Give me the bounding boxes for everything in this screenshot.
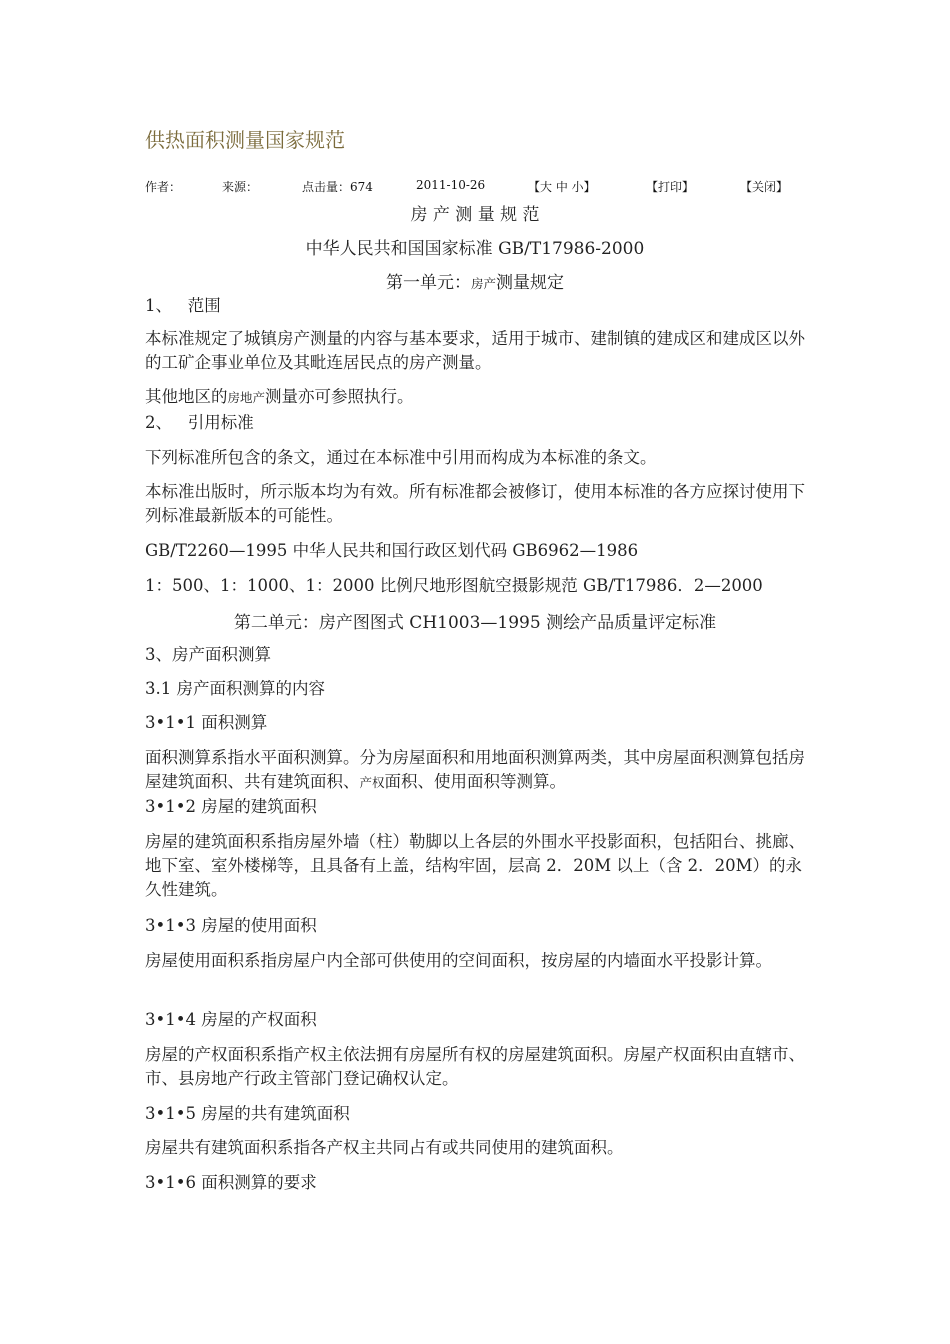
- unit-one-term: 房产: [470, 276, 496, 291]
- section-3-1-4: 3•1•4 房屋的产权面积: [145, 1010, 317, 1029]
- paragraph-4: 本标准出版时，所示版本均为有效。所有标准都会被修订，使用本标准的各方应探讨使用下列标准最新版本的可能性。: [145, 482, 805, 525]
- font-size-control[interactable]: 【大 中 小】: [528, 180, 596, 194]
- paragraph-2: [145, 385, 414, 410]
- unit-one-suffix: 测量规定: [496, 273, 564, 293]
- doc-heading: 房 产 测 量 规 范: [410, 205, 540, 225]
- unit-one-prefix: 第一单元：: [385, 273, 471, 293]
- section-3-1-5: 3•1•5 房屋的共有建筑面积: [145, 1104, 350, 1123]
- hit-count: 点击量：674: [302, 180, 373, 194]
- author-label: 作者：: [145, 180, 182, 194]
- paragraph-2-a: 其他地区的: [145, 387, 228, 406]
- page-title: 供热面积测量国家规范: [145, 128, 345, 152]
- section-3-1-6: 3•1•6 面积测算的要求: [145, 1173, 317, 1192]
- section-3-1: 3.1 房产面积测算的内容: [145, 679, 325, 698]
- paragraph-5: GB/T2260—1995 中华人民共和国行政区划代码 GB6962—1986: [145, 541, 639, 560]
- paragraph-7-c: 面积、使用面积等测算。: [384, 772, 567, 791]
- paragraph-1: 本标准规定了城镇房产测量的内容与基本要求，适用于城市、建制镇的建成区和建成区以外的工矿企事业单位及其毗连居民点的房产测量。: [145, 329, 805, 372]
- unit-two-heading: 第二单元：房产图图式 CH1003—1995 测绘产品质量评定标准: [233, 613, 717, 633]
- paragraph-6: 1：500、1：1000、1：2000 比例尺地形图航空摄影规范 GB/T17986．2—2000: [145, 576, 763, 595]
- paragraph-8: 房屋的建筑面积系指房屋外墙（柱）勒脚以上各层的外围水平投影面积，包括阳台、挑廊、地下室、室外楼梯等，且具备有上盖，结构牢固，层高 2．20M 以上（含 2．20M）的永久性建筑。: [145, 832, 805, 899]
- section-3-1-1: 3•1•1 面积测算: [145, 713, 268, 732]
- publish-date: 2011-10-26: [416, 178, 486, 192]
- paragraph-11: 房屋共有建筑面积系指各产权主共同占有或共同使用的建筑面积。: [145, 1138, 624, 1157]
- print-link[interactable]: 【打印】: [646, 180, 695, 194]
- section-3-1-2: 3•1•2 房屋的建筑面积: [145, 797, 317, 816]
- paragraph-7-a: 面积测算系指水平面积测算。分为房屋面积和用地面积测算两类，其中房屋面积测算包括房屋建筑面积、共有建筑面积、: [145, 748, 805, 791]
- paragraph-2-c: 测量亦可参照执行。: [265, 387, 414, 406]
- paragraph-2-term: 房地产: [227, 390, 266, 405]
- paragraph-7: [145, 746, 810, 795]
- source-label: 来源：: [222, 180, 259, 194]
- paragraph-3: 下列标准所包含的条文，通过在本标准中引用而构成为本标准的条文。: [145, 448, 657, 467]
- paragraph-10: 房屋的产权面积系指产权主依法拥有房屋所有权的房屋建筑面积。房屋产权面积由直辖市、市、县房地产行政主管部门登记确权认定。: [145, 1045, 805, 1088]
- section-2: 2、 引用标准: [145, 413, 254, 432]
- section-3: 3、房产面积测算: [145, 645, 271, 664]
- doc-subheading: 中华人民共和国国家标准 GB/T17986-2000: [305, 239, 645, 259]
- unit-one-heading: [145, 268, 805, 293]
- paragraph-9: 房屋使用面积系指房屋户内全部可供使用的空间面积，按房屋的内墙面水平投影计算。: [145, 951, 772, 970]
- paragraph-7-term: 产权: [359, 775, 385, 790]
- section-1: 1、 范围: [145, 296, 221, 315]
- close-link[interactable]: 【关闭】: [740, 180, 789, 194]
- section-3-1-3: 3•1•3 房屋的使用面积: [145, 916, 317, 935]
